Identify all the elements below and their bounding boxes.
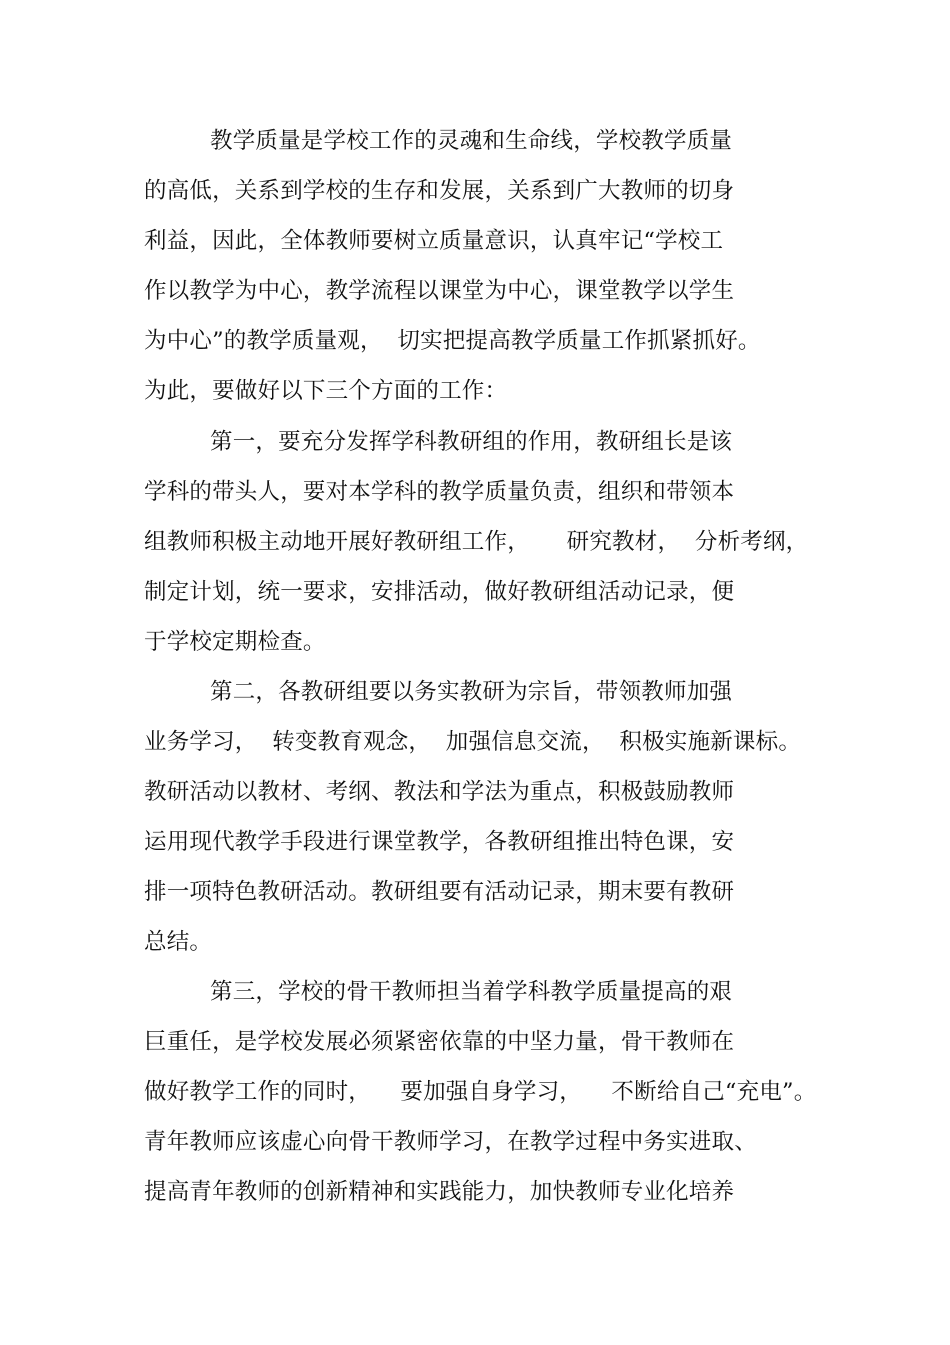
text-line: 第三，学校的骨干教师担当着学科教学质量提高的艰 <box>210 979 733 1005</box>
text-line: 教学质量是学校工作的灵魂和生命线，学校教学质量 <box>210 128 733 154</box>
text-line: 业务学习， 转变教育观念， 加强信息交流， 积极实施新课标。 <box>144 729 802 755</box>
text-line: 第二，各教研组要以务实教研为宗旨，带领教师加强 <box>210 679 733 705</box>
text-line: 于学校定期检查。 <box>144 629 326 655</box>
text-line: 为中心”的教学质量观， 切实把提高教学质量工作抓紧抓好。 <box>144 328 761 354</box>
text-line: 做好教学工作的同时， 要加强自身学习， 不断给自己“充电”。 <box>144 1079 817 1105</box>
text-line: 第一，要充分发挥学科教研组的作用，教研组长是该 <box>210 429 733 455</box>
text-line: 总结。 <box>144 929 213 955</box>
text-line: 教研活动以教材、考纲、教法和学法为重点，积极鼓励教师 <box>144 779 735 805</box>
text-line: 青年教师应该虚心向骨干教师学习，在教学过程中务实进取、 <box>144 1129 757 1155</box>
text-line: 制定计划，统一要求，安排活动，做好教研组活动记录，便 <box>144 579 735 605</box>
text-line: 排一项特色教研活动。教研组要有活动记录，期末要有教研 <box>144 879 735 905</box>
text-line: 为此，要做好以下三个方面的工作： <box>144 378 508 404</box>
text-line: 作以教学为中心，教学流程以课堂为中心，课堂教学以学生 <box>144 278 735 304</box>
text-line: 学科的带头人，要对本学科的教学质量负责，组织和带领本 <box>144 479 735 505</box>
text-line: 的高低，关系到学校的生存和发展，关系到广大教师的切身 <box>144 178 735 204</box>
text-line: 利益，因此，全体教师要树立质量意识，认真牢记“学校工 <box>144 228 724 254</box>
text-line: 巨重任，是学校发展必须紧密依靠的中坚力量，骨干教师在 <box>144 1029 735 1055</box>
text-line: 运用现代教学手段进行课堂教学，各教研组推出特色课，安 <box>144 829 735 855</box>
text-line: 组教师积极主动地开展好教研组工作， 研究教材， 分析考纲， <box>144 529 809 555</box>
text-line: 提高青年教师的创新精神和实践能力，加快教师专业化培养 <box>144 1179 735 1205</box>
